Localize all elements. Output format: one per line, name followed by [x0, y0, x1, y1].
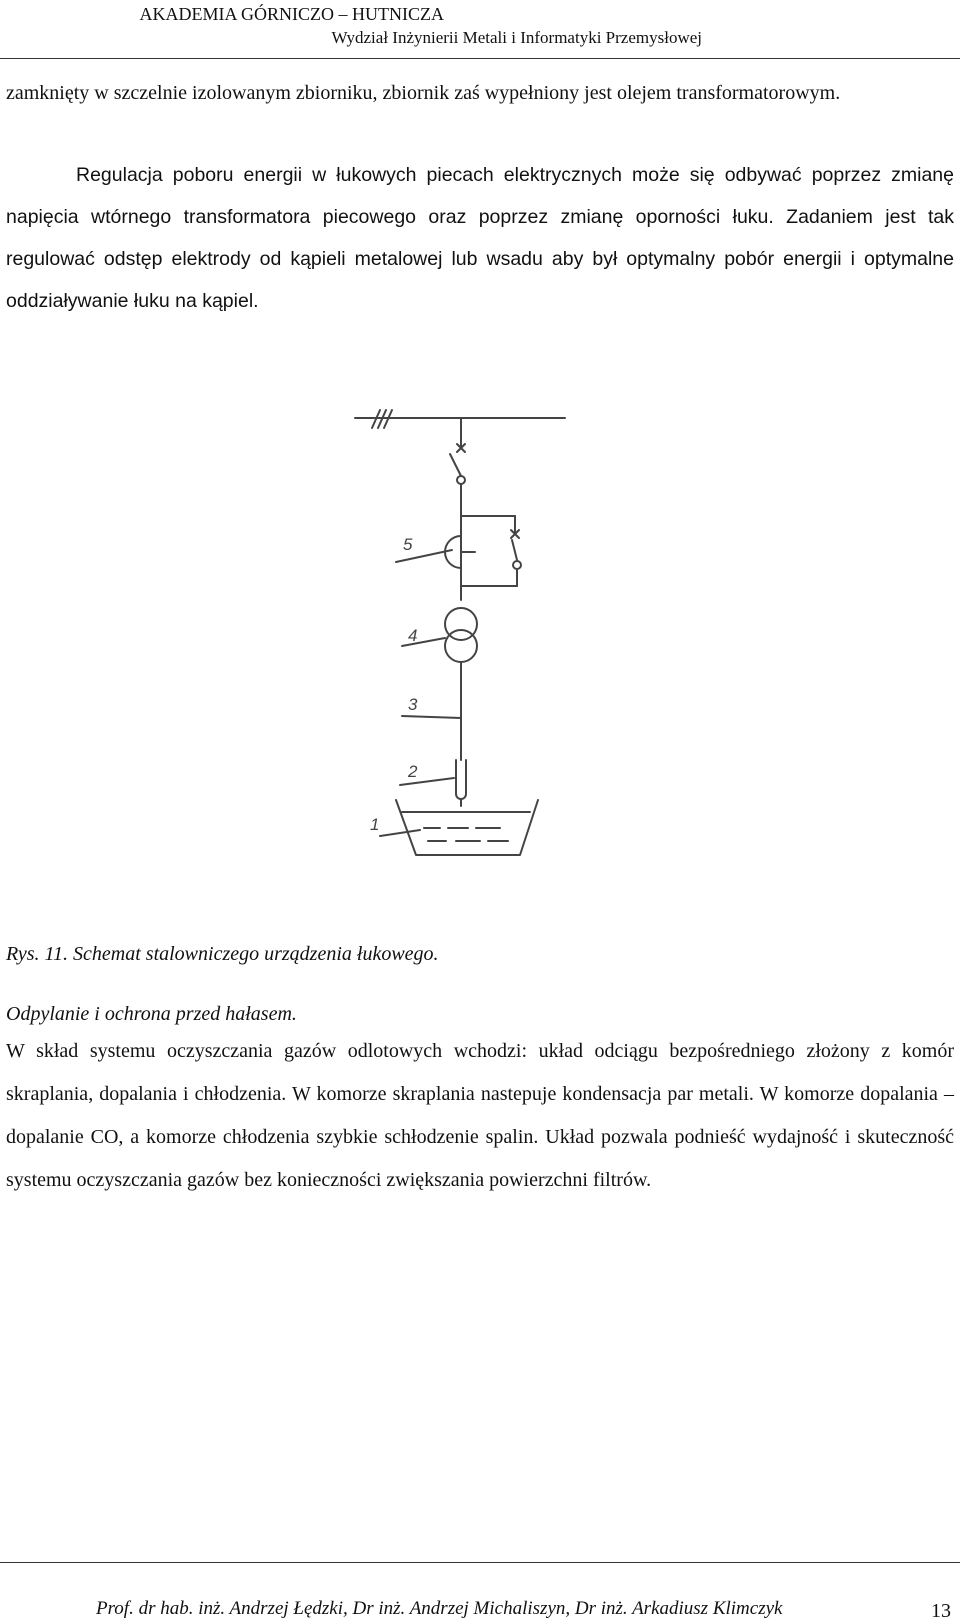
- label-2: 2: [408, 762, 418, 781]
- faculty-name: Wydział Inżynierii Metali i Informatyki Przemysłowej: [331, 28, 702, 47]
- institution-name: AKADEMIA GÓRNICZO – HUTNICZA: [139, 4, 444, 24]
- label-1: 1: [370, 815, 380, 834]
- figure-caption: Rys. 11. Schemat stalowniczego urządzenia łukowego.: [6, 943, 439, 965]
- paragraph-regulation: Regulacja poboru energii w łukowych piecach elektrycznych może się odbywać poprzez zmianę napięcia wtórnego transformatora piecowego oraz poprzez zmianę oporności łuku. Zadaniem jest tak regulować odstęp elektrody od kąpieli metalowej lub wsadu aby był optymalny pobór energii i optymalne oddziaływanie łuku na kąpiel.: [6, 164, 954, 312]
- footer-rule: [0, 1562, 960, 1563]
- page-number: 13: [931, 1600, 951, 1622]
- paragraph-continuation: zamknięty w szczelnie izolowanym zbiorniku, zbiornik zaś wypełniony jest olejem transformatorowym.: [6, 82, 841, 104]
- label-5: 5: [403, 535, 413, 554]
- footer-authors: Prof. dr hab. inż. Andrzej Łędzki, Dr inż. Andrzej Michaliszyn, Dr inż. Arkadiusz Klimczyk: [96, 1598, 783, 1619]
- label-3: 3: [408, 695, 418, 714]
- section-heading: Odpylanie i ochrona przed hałasem.: [6, 1003, 297, 1025]
- label-4: 4: [408, 626, 418, 645]
- paragraph-dedusting: W skład systemu oczyszczania gazów odlotowych wchodzi: układ odciągu bezpośredniego złożony z komór skraplania, dopalania i chłodzenia. W komorze skraplania nastepuje kondensacja par metali. W komorze dopalania – dopalanie CO, a komorze chłodzenia szybkie schłodzenie spalin. Układ pozwala podnieść wydajność i skuteczność systemu oczyszczania gazów bez konieczności zwiększania powierzchni filtrów.: [6, 1040, 954, 1191]
- arc-furnace-schematic: [340, 400, 580, 900]
- header-rule: [0, 58, 960, 59]
